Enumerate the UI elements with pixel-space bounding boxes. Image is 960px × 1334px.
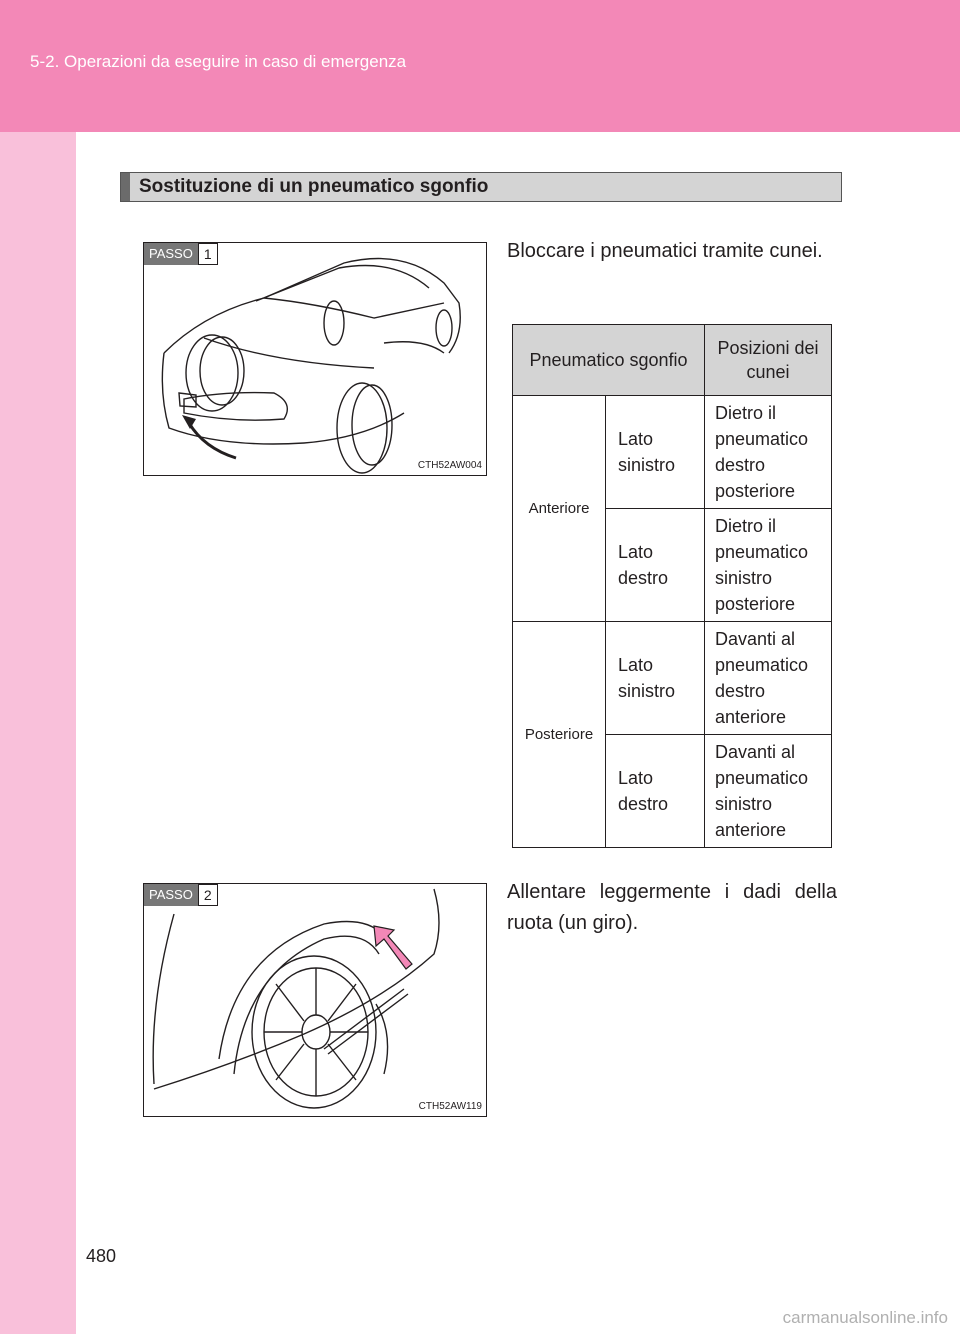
column-header: Pneumatico sgonfio <box>513 325 705 396</box>
wheel-wrench-illustration <box>144 884 487 1117</box>
side-cell: Lato destro <box>606 735 705 848</box>
step-label: PASSO <box>144 884 198 906</box>
group-cell: Anteriore <box>513 396 606 622</box>
section-title: Sostituzione di un pneumatico sgonfio <box>139 176 489 197</box>
step1-badge <box>144 243 218 265</box>
group-cell: Posteriore <box>513 622 606 848</box>
step1-figure <box>143 242 487 476</box>
step2-badge <box>144 884 218 906</box>
step1-text: Bloccare i pneumatici tramite cunei. <box>507 240 823 262</box>
watermark-text: carmanualsonline.info <box>782 1308 948 1327</box>
figure-code: CTH52AW004 <box>417 460 482 471</box>
side-cell: Lato sinistro <box>606 622 705 735</box>
step-label: PASSO <box>144 243 198 265</box>
figure-code: CTH52AW119 <box>418 1101 482 1112</box>
position-cell: Davanti al pneumatico destro anteriore <box>705 622 832 735</box>
side-cell: Lato sinistro <box>606 396 705 509</box>
position-cell: Dietro il pneumatico sinistro posteriore <box>705 509 832 622</box>
column-header: Posizioni dei cunei <box>705 325 832 396</box>
side-cell: Lato destro <box>606 509 705 622</box>
chock-positions-table <box>512 324 832 848</box>
heading-bar <box>121 173 130 201</box>
section-breadcrumb: 5-2. Operazioni da eseguire in caso di emergenza <box>30 52 407 71</box>
page-number: 480 <box>86 1246 117 1266</box>
step-number: 2 <box>198 884 218 906</box>
side-strip <box>0 132 76 1334</box>
car-chock-illustration <box>144 243 487 476</box>
position-cell: Davanti al pneumatico sinistro anteriore <box>705 735 832 848</box>
position-cell: Dietro il pneumatico destro posteriore <box>705 396 832 509</box>
step2-text: Allentare leggermente i dadi della ruota (un giro). <box>507 881 837 934</box>
table-header-row <box>513 325 832 396</box>
step2-figure <box>143 883 487 1117</box>
step-number: 1 <box>198 243 218 265</box>
table-row <box>513 396 832 509</box>
section-heading <box>120 172 842 202</box>
table-row <box>513 622 832 735</box>
